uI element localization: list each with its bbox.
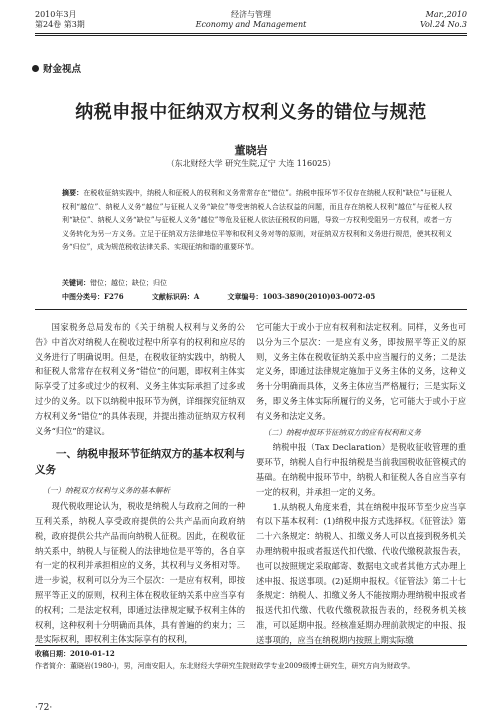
section-heading-1: 一、纳税申报环节征纳双方的基本权利与义务 (35, 448, 245, 477)
intro-paragraph: 国家税务总局发布的《关于纳税人权利与义务的公告》中首次对纳税人在税收过程中所享有的权利和应尽的义务进行了明确说明。但是，在税收征纳实践中，纳税人和征税人常常存在权利义务“错位”的问题，即权利主体实际享受了过多或过少的权利、义务主体实际承担了过多或过少的义务。以下以纳税申报环节为例，详细探究征纳双方权利义务“错位”的具体表现，并提出推动征纳双方权利义务“归位”的建议。 (35, 322, 245, 436)
header-volume-en: Vol.24 No.3 (420, 20, 467, 29)
header-rule-thin (35, 35, 467, 36)
journal-name-en: Economy and Management (195, 20, 307, 29)
abstract (62, 186, 452, 255)
footnote-rule (35, 645, 467, 646)
right-paragraph-2: 纳税申报（Tax Declaration）是税收征收管理的重要环节，纳税人自行申报纳税是当前我国税收征管模式的基础。在纳税申报环节中，纳税人和征税人各自应当享有一定的权利，并承担一定的义务。 (256, 442, 466, 497)
document-code: 文献标识码：A (151, 292, 200, 301)
body-paragraph-1: 现代税收理论认为，税收是纳税人与政府之间的一种互利关系，纳税人享受政府提供的公共产品而向政府纳税，政府提供公共产品而向纳税人征税。因此，在税收征纳关系中，纳税人与征税人的法律地位是平等的，各自享有一定的权利并承担相应的义务，其权利与义务相对等。进一步说，权利可以分为三个层次：一是应有权利，即按照平等正义的原则，权利主体在税收征纳关系中应当享有的权利；二是法定权利，即通过法律规定赋予权利主体的权利，这种权利十分明确而具体，具有普遍的约束力；三是实际权利，即权利主体实际享有的权利， (35, 501, 245, 645)
section-tag-label: 财金视点 (43, 64, 82, 75)
article-author: 董晓岩 (234, 144, 268, 157)
page-number: ·72· (35, 703, 53, 713)
keywords-text: 错位；越位；缺位；归位 (90, 279, 167, 287)
article-id: 文章编号：1003-3890(2010)03-0072-05 (227, 292, 376, 301)
footnote (35, 648, 465, 672)
header-issue-date: 2010年3月 (35, 10, 77, 19)
subheading-1: （一）纳税双方权利与义务的基本解析 (42, 486, 170, 496)
header-date-en: Mar.,2010 (425, 10, 467, 19)
subheading-2: （二）纳税申报环节征纳双方的应有权利和义务 (263, 427, 421, 437)
left-column (35, 320, 245, 647)
received-date: 收稿日期：2010-01-12 (35, 649, 115, 658)
article-title: 纳税申报中征纳双方权利义务的错位与规范 (75, 102, 427, 123)
clc-number: 中图分类号：F276 (62, 292, 124, 301)
keywords-label: 关键词： (62, 278, 90, 287)
section-tag (32, 61, 81, 75)
abstract-label: 摘要： (62, 188, 84, 197)
author-affiliation: （东北财经大学 研究生院,辽宁 大连 116025） (166, 159, 336, 168)
header-right (420, 10, 467, 30)
header-rule (35, 33, 467, 34)
journal-name-cn: 经济与管理 (231, 10, 271, 19)
right-paragraph-1: 它可能大于或小于应有权利和法定权利。同样，义务也可以分为三个层次：一是应有义务，即按照平等正义的原则，义务主体在税收征纳关系中应当履行的义务；二是法定义务，即通过法律规定施加于义务主体的义务，这种义务十分明确而具体，义务主体应当严格履行；三是实际义务，即义务主体实际所履行的义务，它可能大于或小于应有义务和法定义务。 (256, 322, 466, 421)
abstract-rule (35, 309, 467, 310)
classification-line (62, 292, 452, 302)
header-volume: 第24卷 第3期 (35, 20, 85, 29)
bullet-icon (32, 65, 39, 72)
keywords (62, 278, 167, 288)
right-column (256, 320, 466, 648)
abstract-text: 在税收征纳实践中，纳税人和征税人的权利和义务常常存在“错位”。纳税申报环节不仅存在纳税人权利“缺位”与征税人权利“越位”、纳税人义务“越位”与征税人义务“缺位”等受害纳税人合法权益的问题，而且存在纳税人权利“越位”与征税人权利“缺位”、纳税人义务“缺位”与征税人义务“越位”等危及征税人依法征税权的问题，导致一方权利受阻另一方权利，或者一方义务转化为另一方义务。立足于征纳双方法律地位平等和权利义务对等的原则，对征纳双方权利和义务进行规范，使其权利义务“归位”，成为规范税收法律关系、实现征纳和谐的重要环节。 (62, 189, 453, 252)
author-bio: 作者简介：董晓岩(1980-)，男，河南安阳人，东北财经大学研究生院财政学专业2009级博士研究生，研究方向为财政学。 (35, 662, 415, 670)
right-paragraph-3: 1.从纳税人角度来看，其在纳税申报环节至少应当享有以下基本权利：(1)纳税申报方式选择权。《征管法》第二十六条规定：纳税人、扣缴义务人可以直接到税务机关办理纳税申报或者报送代扣代缴、代收代缴税款报告表，也可以按照规定采取邮寄、数据电文或者其他方式办理上述申报、报送事项。(2)延期申报权。《征管法》第二十七条规定：纳税人、扣缴义务人不能按期办理纳税申报或者报送代扣代缴、代收代缴税款报告表的，经税务机关核准，可以延期申报。经核准延期办理前款规定的申报、报送事项的，应当在纳税期内按照上期实际缴 (256, 501, 466, 645)
